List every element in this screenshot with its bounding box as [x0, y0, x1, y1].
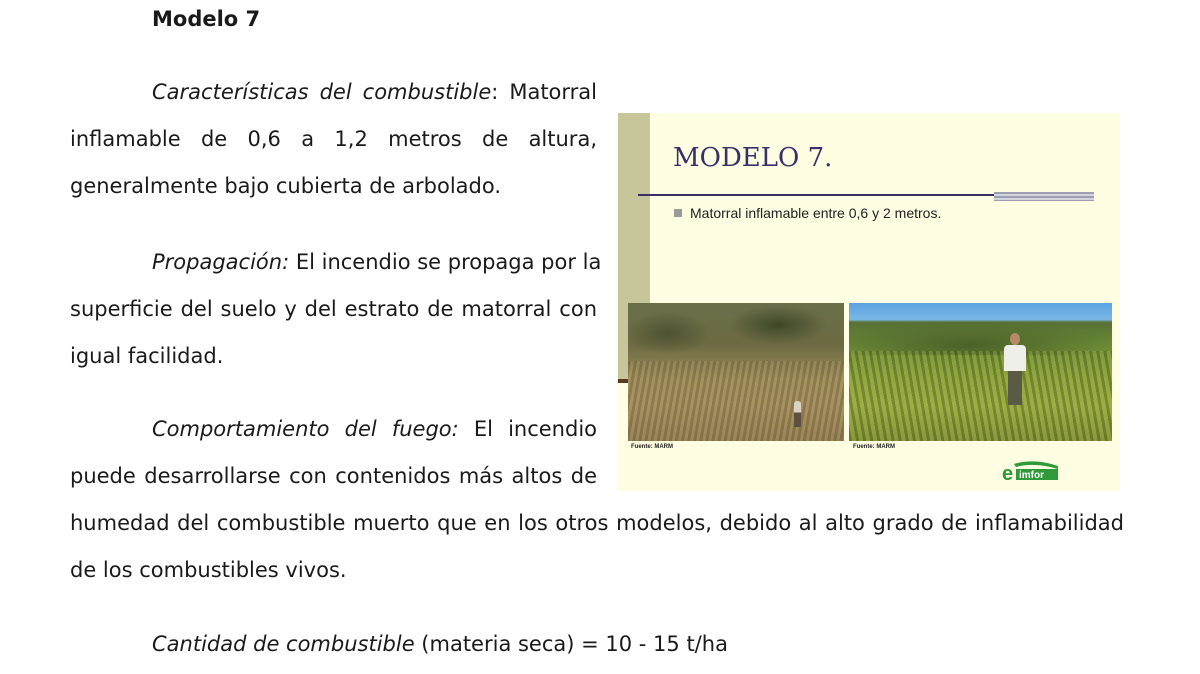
bullet-square-icon [674, 209, 682, 217]
paragraph-line: superficie del suelo y del estrato de matorral con [70, 297, 597, 321]
paragraph-line [70, 239, 602, 286]
term-label: Propagación: [152, 250, 290, 274]
paragraph-line: generalmente bajo cubierta de arbolado. [70, 174, 502, 198]
hill-texture [849, 315, 1112, 355]
paragraph-line: puede desarrollarse con contenidos más altos de [70, 464, 597, 488]
slide-title: MODELO 7. [673, 143, 833, 173]
photo-caption-left: Fuente: MARM [631, 444, 673, 450]
paragraph-line: igual facilidad. [70, 344, 224, 368]
eimfor-logo-icon [1000, 458, 1060, 484]
person-figure [1002, 333, 1028, 407]
shrubland-photo-right [849, 303, 1112, 441]
shrub-texture [628, 361, 844, 441]
paragraph-fuel-characteristics [70, 69, 597, 210]
person-figure [794, 401, 801, 427]
term-label: Comportamiento del fuego: [152, 417, 459, 441]
brush-texture [849, 351, 1112, 441]
paragraph-line [70, 69, 597, 116]
svg-text:imfor: imfor [1019, 470, 1044, 481]
paragraph-line: de los combustibles vivos. [70, 558, 347, 582]
paragraph-text: El incendio [458, 417, 597, 441]
paragraph-text: El incendio se propaga por la [289, 250, 602, 274]
paragraph-text: : Matorral [491, 80, 597, 104]
slide-image [618, 113, 1120, 491]
slide-bullet-text: Matorral inflamable entre 0,6 y 2 metros. [690, 205, 942, 221]
slide-bullet [674, 205, 941, 221]
paragraph-propagation [70, 239, 602, 380]
paragraph-line: inflamable de 0,6 a 1,2 metros de altura, [70, 127, 597, 151]
photo-caption-right: Fuente: MARM [853, 444, 895, 450]
term-label: Características del combustible [152, 80, 492, 104]
shrubland-photo-left [628, 303, 844, 441]
paragraph-line: humedad del combustible muerto que en los otros modelos, debido al alto grado de inflamabilidad [70, 511, 1124, 535]
term-label: Cantidad de combustible [152, 632, 415, 656]
person-shirt [1004, 345, 1026, 371]
paragraph-fuel-amount [70, 621, 870, 668]
paragraph-line [70, 621, 870, 668]
paragraph-line [70, 406, 597, 453]
section-heading: Modelo 7 [152, 7, 261, 31]
person-legs [1008, 371, 1022, 405]
paragraph-text: (materia seca) = 10 - 15 t/ha [414, 632, 728, 656]
svg-text:e: e [1002, 463, 1014, 484]
person-head [1010, 333, 1020, 345]
slide-rule-accent [994, 192, 1094, 201]
